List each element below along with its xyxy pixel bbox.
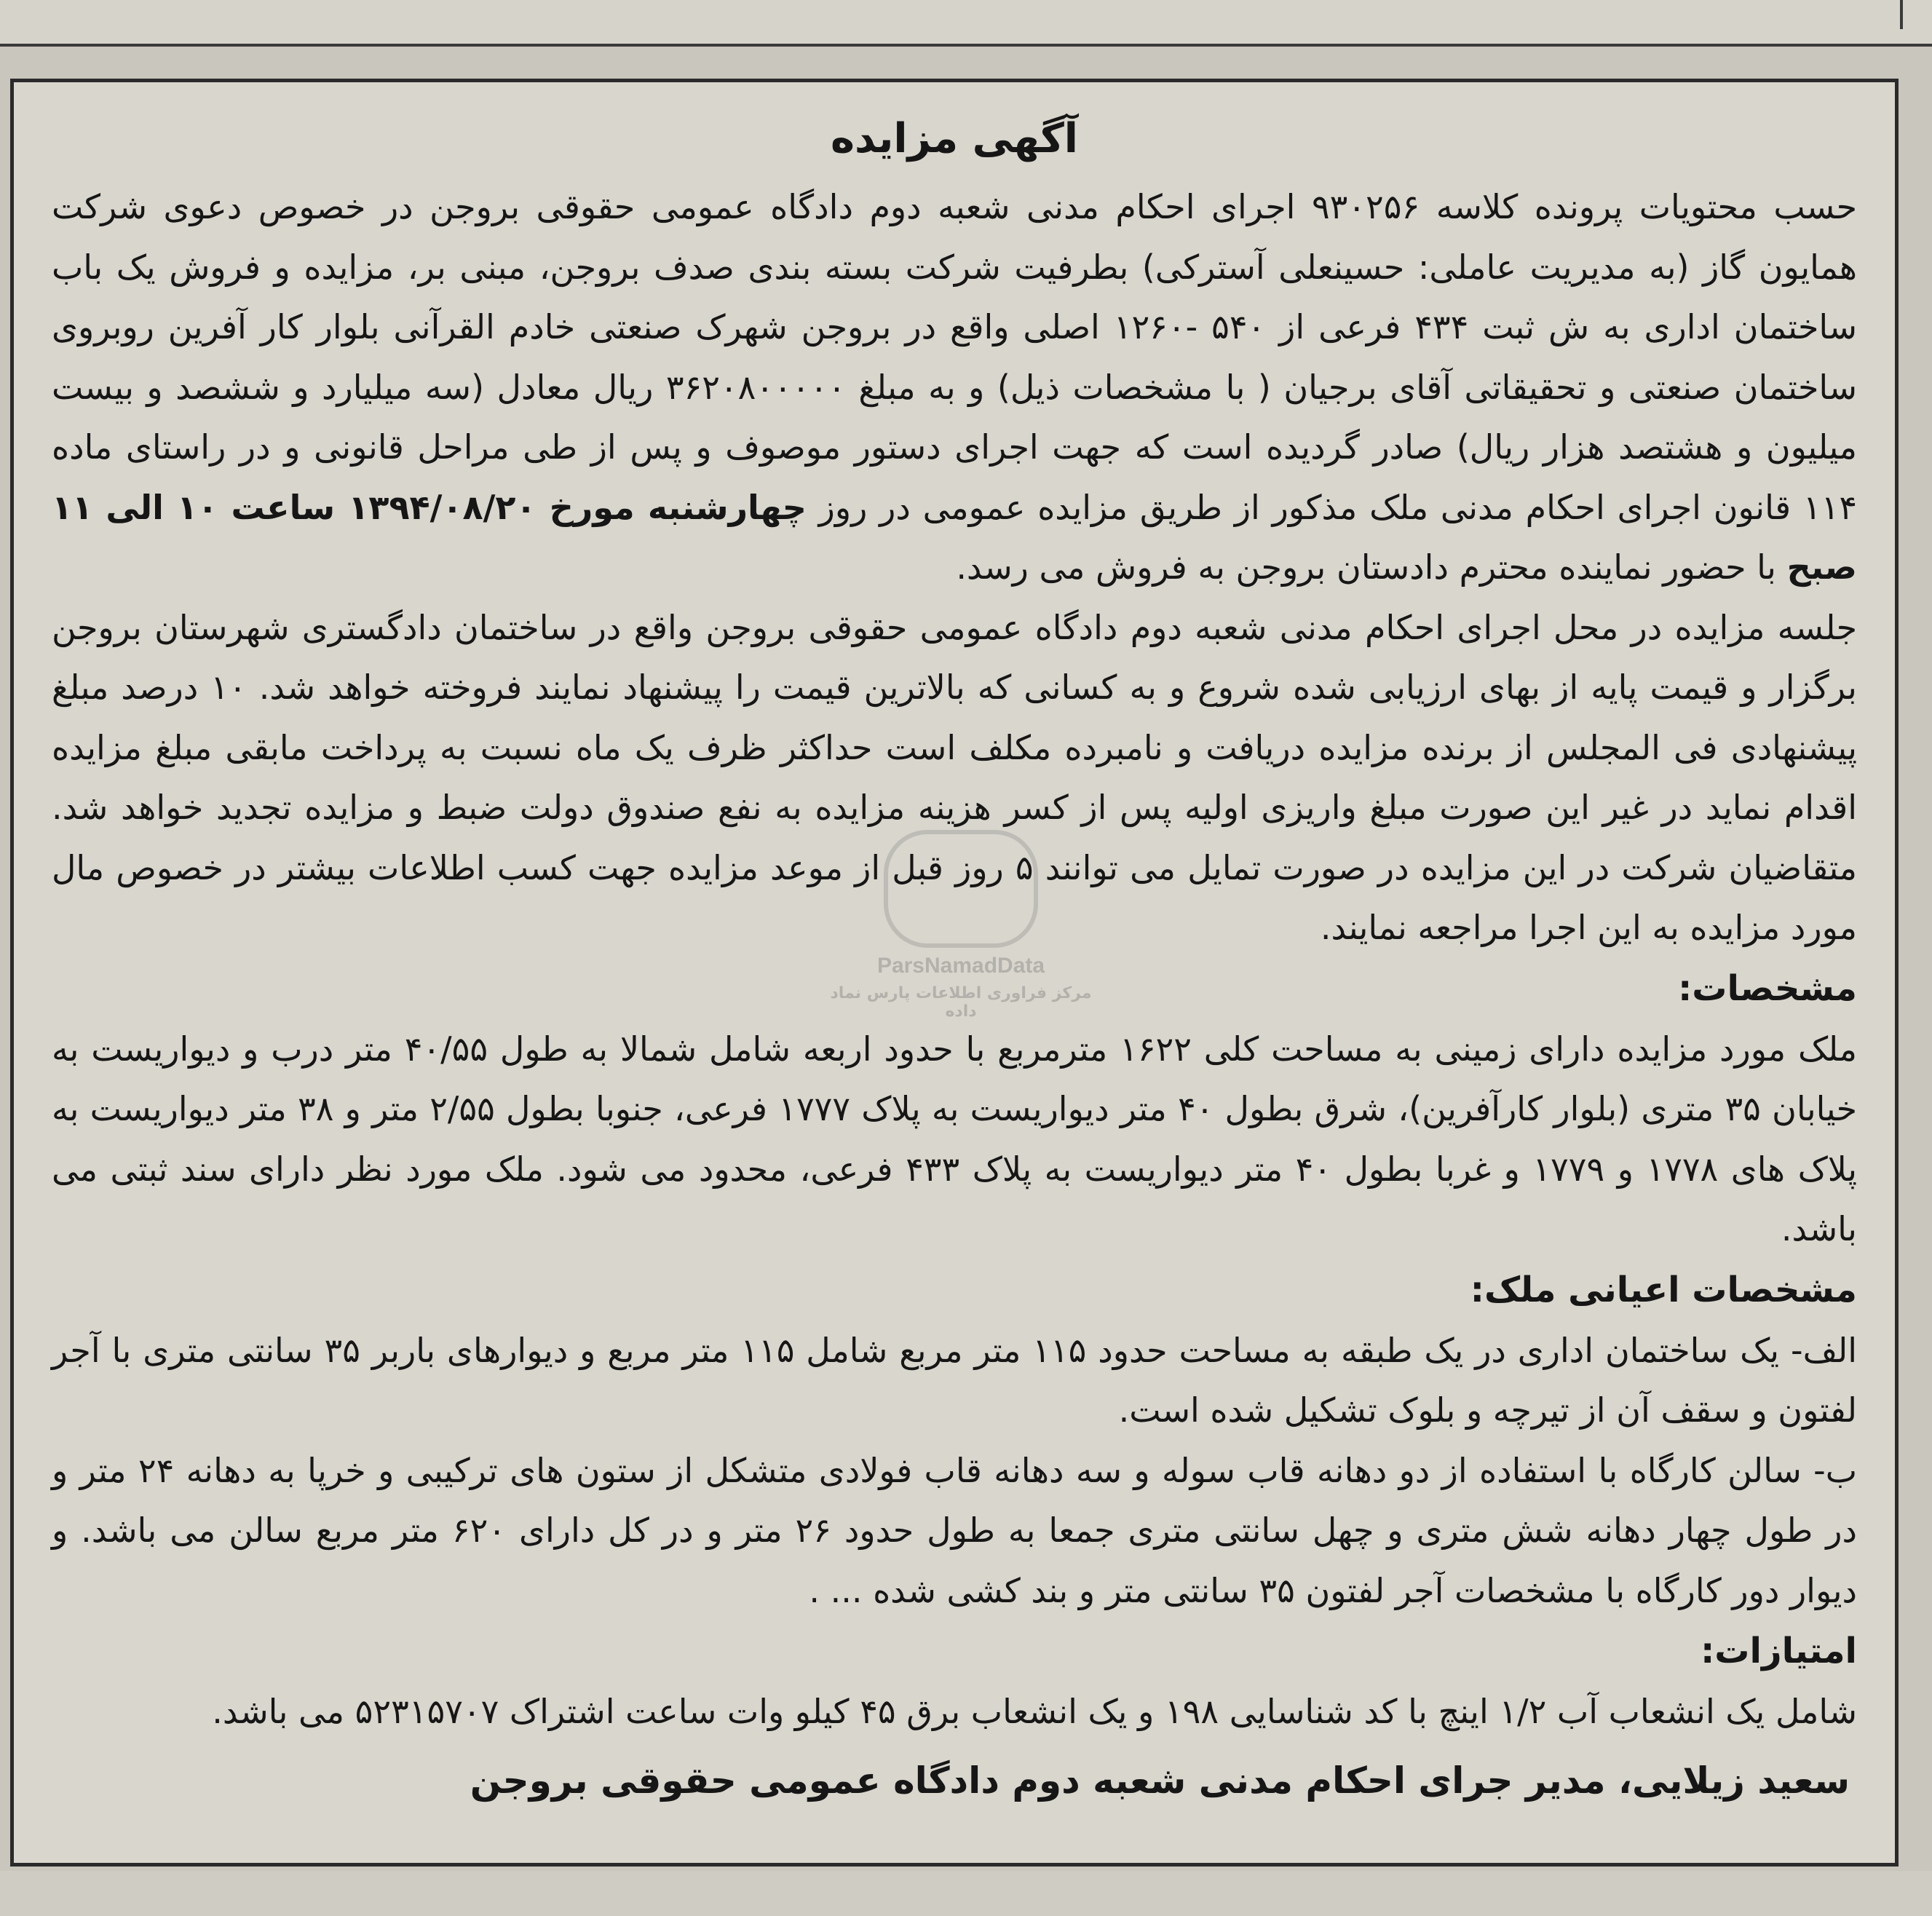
signature: سعید زیلایی، مدیر جرای احکام مدنی شعبه دوم دادگاه عمومی حقوقی بروجن: [470, 1759, 1850, 1802]
session-paragraph: جلسه مزایده در محل اجرای احکام مدنی شعبه دوم دادگاه عمومی حقوقی بروجن واقع در ساختمان دادگستری شهرستان بروجن برگزار و قیمت پایه از بهای ارزیابی شده شروع و به کسانی که بالاترین قیمت را پیشنهاد نمایند فروخته خواهد شد. ۱۰ درصد مبلغ پیشنهادی فی المجلس از برنده مزایده دریافت و نامبرده مکلف است حداکثر ظرف یک ماه نسبت به پرداخت مابقی مبلغ مزایده اقدام نماید در غیر این صورت مبلغ واریزی اولیه پس از کسر هزینه مزایده به نفع صندوق دولت ضبط و مزایده تجدید خواهد شد. متقاضیان شرکت در این مزایده در صورت تمایل می توانند ۵ روز قبل از موعد مزایده جهت کسب اطلاعات بیشتر در خصوص مال مورد مزایده به این اجرا مراجعه نمایند.: [52, 607, 1857, 947]
notice-title: آگهی مزایده: [830, 115, 1079, 162]
page-top-strip: [0, 0, 1932, 47]
watermark: [830, 830, 1092, 1019]
building-item-b: ب- سالن کارگاه با استفاده از دو دهانه قاب سوله و سه دهانه قاب فولادی متشکل از ستون های ترکیبی و خرپا به دهانه ۲۴ متر و در طول چهار دهانه شش متری و چهل سانتی متری جمعا به طول حدود ۲۶ متر و در کل دارای ۶۲۰ متر مربع سالن می باشد. و دیوار دور کارگاه با مشخصات آجر لفتون ۳۵ سانتی متر و بند کشی شده ... .: [52, 1450, 1858, 1610]
top-column-rule: [1900, 0, 1903, 29]
building-specs-heading: مشخصات اعیانی ملک:: [1470, 1269, 1857, 1310]
page-bottom-strip: [0, 1871, 1932, 1916]
privileges-heading: امتیازات:: [1701, 1631, 1857, 1671]
intro-text-end: با حضور نماینده محترم دادستان بروجن به فروش می رسد.: [956, 547, 1787, 587]
building-item-a: الف- یک ساختمان اداری در یک طبقه به مساحت حدود ۱۱۵ متر مربع شامل ۱۱۵ متر مربع و دیوارهای باربر ۳۵ سانتی متری با آجر لفتون و سقف آن از تیرچه و بلوک تشکیل شده است.: [52, 1330, 1857, 1430]
intro-text: حسب محتویات پرونده کلاسه ۹۳۰۲۵۶ اجرای احکام مدنی شعبه دوم دادگاه عمومی حقوقی بروجن در خصوص دعوی شرکت همایون گاز (به مدیریت عاملی: حسینعلی آسترکی) بطرفیت شرکت بسته بندی صدف بروجن، مبنی بر، مزایده و فروش یک باب ساختمان اداری به ش ثبت ۴۳۴ فرعی از ۵۴۰ -۱۲۶۰ اصلی واقع در بروجن شهرک صنعتی خادم القرآنی بلوار کار آفرین روبروی ساختمان صنعتی و تحقیقاتی آقای برجیان ( با مشخصات ذیل) و به مبلغ ۳۶۲۰۸۰۰۰۰۰ ریال معادل (سه میلیارد و ششصد و بیست میلیون و هشتصد هزار ریال) صادر گردیده است که جهت اجرای دستور موصوف و پس از طی مراحل قانونی و در راستای ماده ۱۱۴ قانون اجرای احکام مدنی ملک مذکور از طریق مزایده عمومی در روز: [52, 187, 1858, 527]
watermark-tagline: مرکز فراوری اطلاعات پارس نماد داده: [830, 984, 1092, 1021]
privileges-paragraph: شامل یک انشعاب آب ۱/۲ اینچ با کد شناسایی ۱۹۸ و یک انشعاب برق ۴۵ کیلو وات ساعت اشتراک ۵۲۳۱۵۷۰۷ می باشد.: [212, 1692, 1857, 1731]
auction-date-time: چهارشنبه مورخ ۱۳۹۴/۰۸/۲۰ ساعت ۱۰ الی ۱۱ صبح: [52, 487, 1857, 587]
intro-paragraph: [52, 177, 1857, 598]
specs-heading: مشخصات:: [1678, 967, 1857, 1009]
watermark-logo-icon: [884, 830, 1038, 948]
watermark-brand: ParsNamadData: [876, 954, 1045, 978]
specs-paragraph: ملک مورد مزایده دارای زمینی به مساحت کلی ۱۶۲۲ مترمربع با حدود اربعه شامل شمالا به طول ۴۰/۵۵ متر درب و دیواریست به خیابان ۳۵ متری (بلوار کارآفرین)، شرق بطول ۴۰ متر دیواریست به پلاک ۱۷۷۷ فرعی، جنوبا بطول ۲/۵۵ متر و ۳۸ متر دیواریست به پلاک های ۱۷۷۸ و ۱۷۷۹ و غربا بطول ۴۰ متر دیواریست به پلاک ۴۳۳ فرعی، محدود می شود. ملک مورد نظر دارای سند ثبتی می باشد.: [52, 1029, 1858, 1248]
